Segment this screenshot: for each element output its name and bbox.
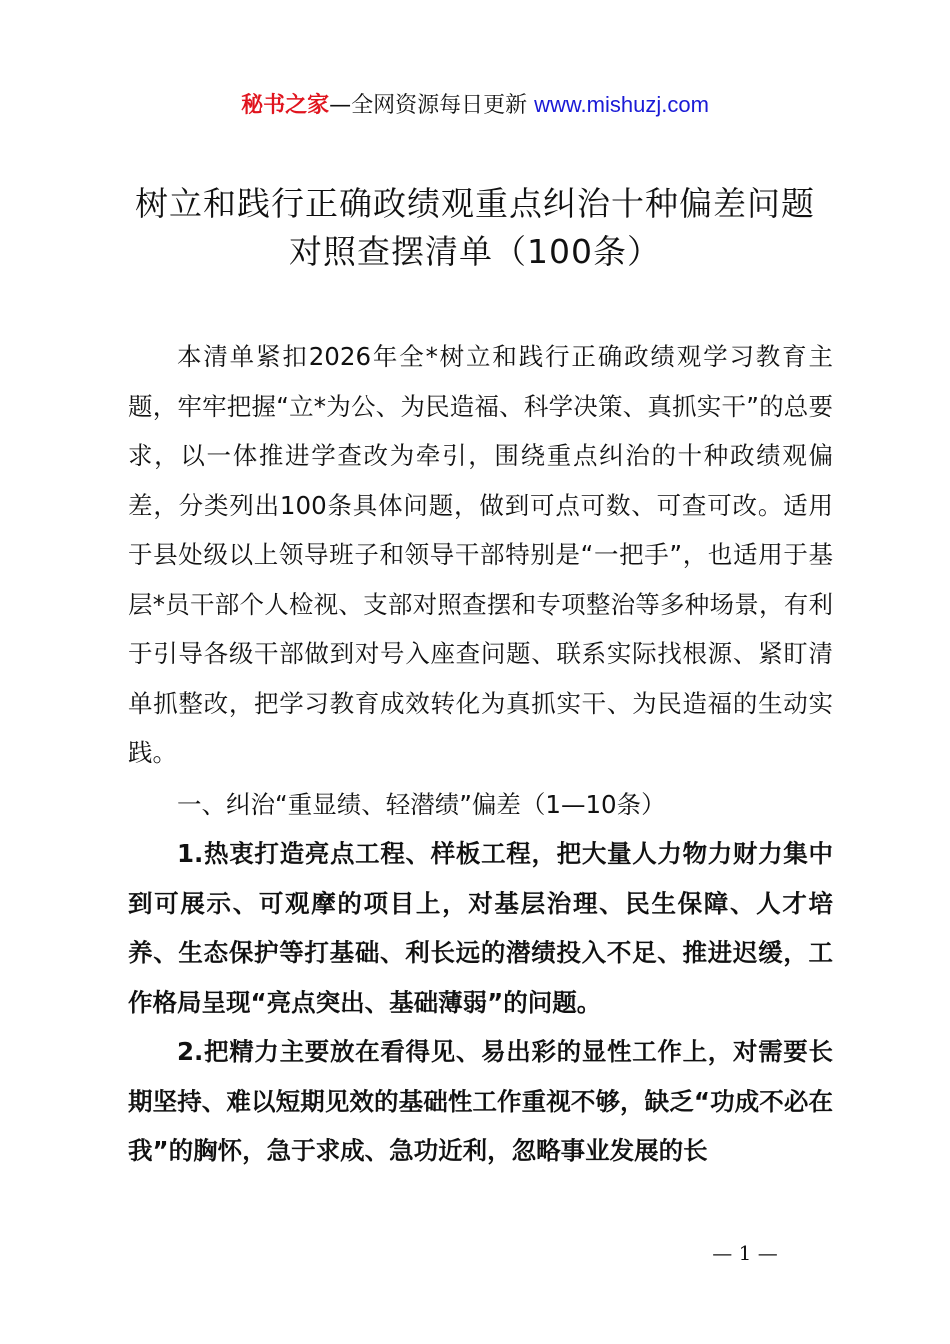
intro-paragraph: 本清单紧扣2026年全*树立和践行正确政绩观学习教育主题，牢牢把握“立*为公、为民造福、科学决策、真抓实干”的总要求，以一体推进学查改为牵引，围绕重点纠治的十种政绩观偏差，分类列出100条具体问题，做到可点可数、可查可改。适用于县处级以上领导班子和领导干部特别是“一把手”，也适用于基层*员干部个人检视、支部对照查摆和专项整治等多种场景，有利于引导各级干部做到对号入座查问题、联系实际找根源、紧盯清单抓整改，把学习教育成效转化为真抓实干、为民造福的生动实践。 bbox=[128, 342, 833, 767]
brand-name: 秘书之家 bbox=[241, 93, 330, 118]
page-number: — 1 — bbox=[712, 1241, 778, 1265]
site-url-link[interactable]: www.mishuzj.com bbox=[534, 92, 709, 117]
list-item: 1.热衷打造亮点工程、样板工程，把大量人力物力财力集中到可展示、可观摩的项目上，对基层治理、民生保障、人才培养、生态保护等打基础、利长远的潜绩投入不足、推进迟缓，工作格局呈现“亮点突出、基础薄弱”的问题。 bbox=[128, 839, 833, 1017]
title-line-1: 树立和践行正确政绩观重点纠治十种偏差问题 bbox=[135, 184, 815, 223]
header-tagline: —全网资源每日更新 bbox=[329, 93, 535, 118]
section-heading-1: 一、纠治“重显绩、轻潜绩”偏差（1—10条） bbox=[177, 790, 666, 819]
site-header bbox=[0, 88, 950, 123]
title-line-2: 对照查摆清单（100条） bbox=[289, 232, 661, 271]
list-item: 2.把精力主要放在看得见、易出彩的显性工作上，对需要长期坚持、难以短期见效的基础性工作重视不够，缺乏“功成不必在我”的胸怀，急于求成、急功近利，忽略事业发展的长 bbox=[128, 1037, 833, 1165]
document-title bbox=[60, 180, 890, 276]
